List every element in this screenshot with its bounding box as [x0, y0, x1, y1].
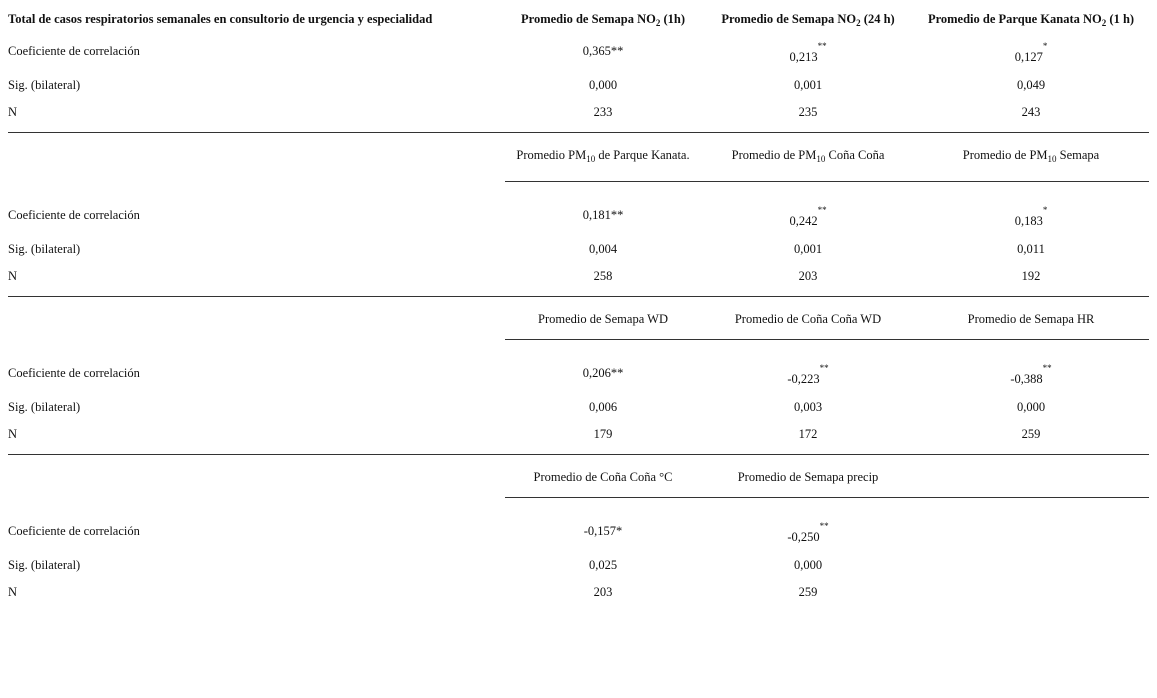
- cell-n: 259: [1021, 427, 1041, 441]
- row-label-sig: Sig. (bilateral): [8, 242, 81, 256]
- row-label-sig: Sig. (bilateral): [8, 400, 81, 414]
- section-divider: [8, 296, 1149, 297]
- cell-coef: -0,157*: [583, 524, 623, 538]
- row-label-n: N: [8, 269, 18, 283]
- cell-sig: 0,006: [588, 400, 618, 414]
- cell-sig: 0,049: [1016, 78, 1046, 92]
- header-semapa-wd: Promedio de Semapa WD: [538, 312, 668, 326]
- cell-coef: 0,242**: [789, 205, 827, 228]
- row-label-n: N: [8, 105, 18, 119]
- header-semapa-hr: Promedio de Semapa HR: [967, 312, 1095, 326]
- cell-sig: 0,001: [793, 78, 823, 92]
- cell-coef: -0,250**: [787, 521, 829, 544]
- row-label-n: N: [8, 585, 18, 599]
- header-underline: [505, 497, 1149, 498]
- cell-coef: 0,365**: [582, 44, 624, 58]
- cell-sig: 0,000: [793, 558, 823, 572]
- cell-sig: 0,025: [588, 558, 618, 572]
- row-label-sig: Sig. (bilateral): [8, 78, 81, 92]
- cell-coef: 0,213**: [789, 41, 827, 64]
- cell-sig: 0,001: [793, 242, 823, 256]
- cell-n: 179: [593, 427, 613, 441]
- header-semapa-no2-24h: Promedio de Semapa $NO_2$ (24 h): [721, 12, 895, 28]
- header-underline: [505, 181, 1149, 182]
- cell-sig: 0,003: [793, 400, 823, 414]
- header-semapa-precip: Promedio de Semapa precip: [737, 470, 879, 484]
- header-cona-cona-wd: Promedio de Coña Coña WD: [734, 312, 882, 326]
- header-kanata-no2-1h: Promedio de Parque Kanata $NO_2$ (1 h): [927, 12, 1135, 28]
- row-label-coef: Coeficiente de correlación: [8, 208, 140, 222]
- header-pm10-semapa: Promedio de $PM_{10}$ Semapa: [962, 148, 1100, 164]
- row-label-coef: Coeficiente de correlación: [8, 366, 140, 380]
- table-title-header: Total de casos respiratorios semanales en consultorio de urgencia y especialidad: [8, 12, 433, 26]
- cell-sig: 0,000: [1016, 400, 1046, 414]
- cell-sig: 0,011: [1017, 242, 1045, 256]
- cell-n: 235: [798, 105, 818, 119]
- cell-n: 258: [593, 269, 613, 283]
- cell-coef: -0,388**: [1010, 363, 1052, 386]
- cell-sig: 0,004: [588, 242, 618, 256]
- cell-n: 172: [798, 427, 818, 441]
- cell-n: 203: [798, 269, 818, 283]
- cell-n: 233: [593, 105, 613, 119]
- row-label-n: N: [8, 427, 18, 441]
- cell-coef: -0,223**: [787, 363, 829, 386]
- section-divider: [8, 454, 1149, 455]
- cell-n: 259: [798, 585, 818, 599]
- cell-sig: 0,000: [588, 78, 618, 92]
- header-cona-cona-temp: Promedio de Coña Coña °C: [533, 470, 673, 484]
- cell-coef: 0,181**: [582, 208, 624, 222]
- row-label-coef: Coeficiente de correlación: [8, 524, 140, 538]
- header-underline: [505, 339, 1149, 340]
- cell-coef: 0,127*: [1014, 41, 1048, 64]
- section-divider: [8, 132, 1149, 133]
- header-pm10-kanata: Promedio $PM_{10}$ de Parque Kanata.: [516, 148, 690, 164]
- cell-n: 243: [1021, 105, 1041, 119]
- cell-n: 203: [593, 585, 613, 599]
- row-label-sig: Sig. (bilateral): [8, 558, 81, 572]
- cell-coef: 0,206**: [582, 366, 624, 380]
- row-label-coef: Coeficiente de correlación: [8, 44, 140, 58]
- cell-n: 192: [1021, 269, 1041, 283]
- header-pm10-cona-cona: Promedio de $PM_{10}$ Coña Coña: [731, 148, 885, 164]
- cell-coef: 0,183*: [1014, 205, 1048, 228]
- header-semapa-no2-1h: Promedio de Semapa $NO_2$ (1h): [521, 12, 685, 28]
